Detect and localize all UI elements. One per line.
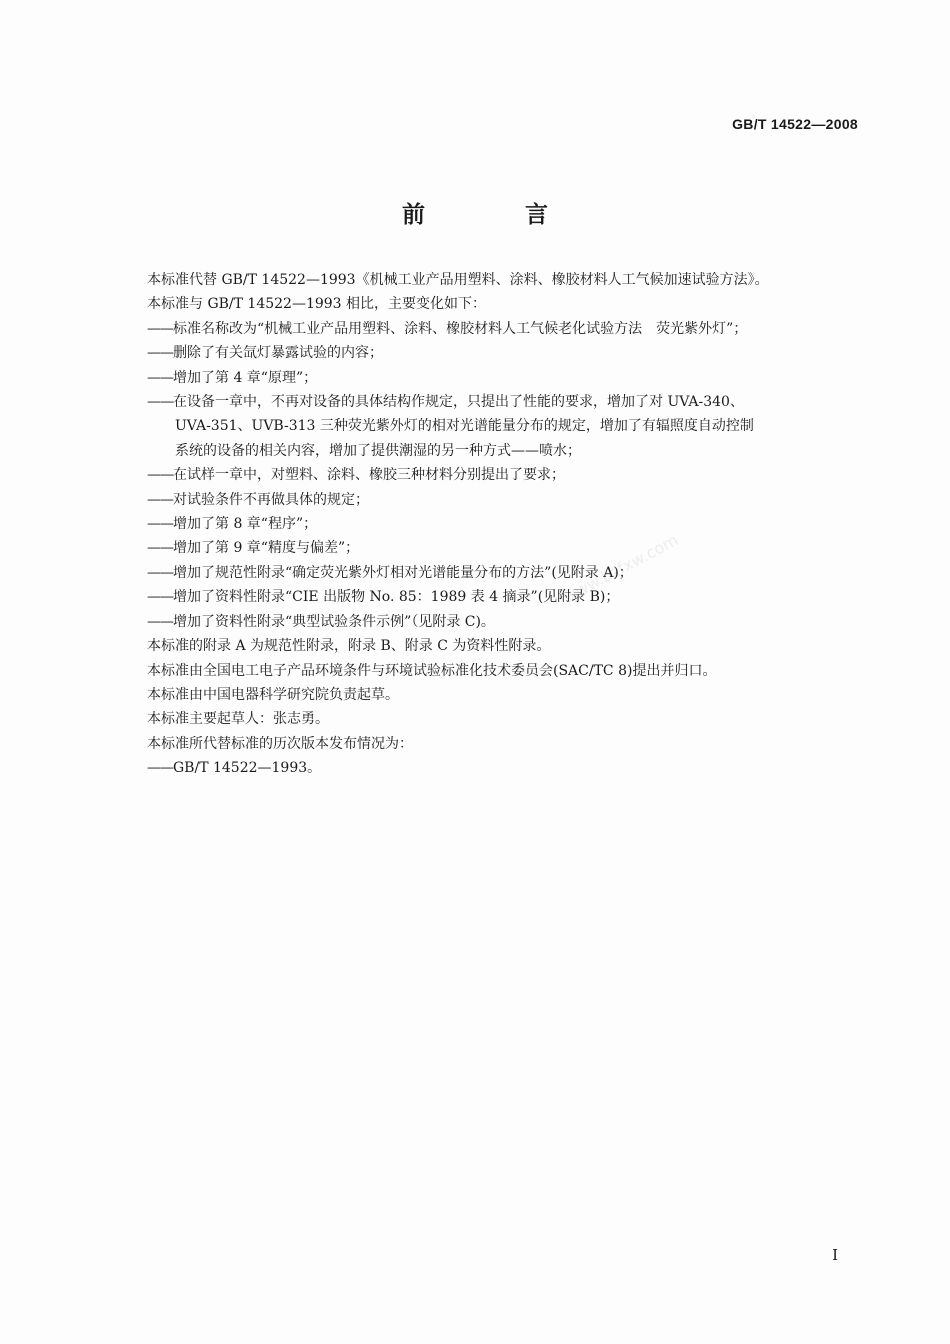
dash-marker: —— [147, 760, 173, 777]
list-item [147, 610, 859, 634]
paragraph-text: 本标准所代替标准的历次版本发布情况为： [147, 735, 413, 752]
dash-marker: —— [147, 516, 173, 533]
paragraph-text: 在设备一章中，不再对设备的具体结构作规定，只提出了性能的要求，增加了对 UVA-340、 [173, 394, 744, 411]
paragraph-text: 本标准与 GB/T 14522—1993 相比，主要变化如下： [147, 296, 487, 313]
paragraph-text: 本标准代替 GB/T 14522—1993《机械工业产品用塑料、涂料、橡胶材料人工气候加速试验方法》。 [147, 272, 769, 288]
dash-marker: —— [147, 467, 173, 484]
dash-marker: —— [147, 613, 173, 630]
paragraph-text: 增加了规范性附录“确定荧光紫外灯相对光谱能量分布的方法”(见附录 A)； [173, 564, 633, 581]
dash-marker: —— [147, 369, 173, 386]
dash-marker: —— [147, 491, 173, 508]
paragraph [147, 268, 859, 292]
list-item [147, 756, 859, 780]
list-item [147, 561, 859, 585]
paragraph-text: 增加了第 8 章“程序”； [173, 516, 318, 533]
paragraph-text: 增加了资料性附录“CIE 出版物 No. 85：1989 表 4 摘录”(见附录 B)； [173, 589, 620, 606]
paragraph-text: 对试验条件不再做具体的规定； [173, 491, 369, 508]
list-item-continuation [147, 439, 859, 463]
paragraph [147, 292, 859, 316]
paragraph [147, 683, 859, 707]
list-item [147, 317, 859, 341]
page-number: I [832, 1246, 838, 1264]
paragraph [147, 659, 859, 683]
paragraph-text: 删除了有关氙灯暴露试验的内容； [173, 345, 383, 362]
watermark: www.bzfxw.com [560, 530, 682, 607]
list-item [147, 512, 859, 536]
paragraph-text: 本标准由全国电工电子产品环境条件与环境试验标准化技术委员会(SAC/TC 8)提出并归口。 [147, 662, 717, 679]
page-title: 前 言 [401, 202, 594, 228]
foreword-body [147, 268, 859, 781]
list-item [147, 463, 859, 487]
paragraph-text: 在试样一章中，对塑料、涂料、橡胶三种材料分别提出了要求； [173, 467, 565, 484]
list-item [147, 488, 859, 512]
paragraph [147, 732, 859, 756]
dash-marker: —— [147, 394, 173, 411]
paragraph-text: GB/T 14522—1993。 [173, 760, 322, 777]
paragraph-text: 本标准由中国电器科学研究院负责起草。 [147, 686, 399, 703]
dash-marker: —— [147, 564, 173, 581]
standard-code: GB/T 14522—2008 [732, 116, 858, 132]
paragraph [147, 634, 859, 658]
paragraph-text: 增加了资料性附录“典型试验条件示例”（见附录 C)。 [173, 613, 495, 630]
dash-marker: —— [147, 320, 173, 337]
paragraph-text: 系统的设备的相关内容，增加了提供潮湿的另一种方式——喷水； [175, 442, 581, 459]
list-item [147, 585, 859, 609]
dash-marker: —— [147, 589, 173, 606]
dash-marker: —— [147, 540, 173, 557]
list-item-continuation [147, 414, 859, 438]
list-item [147, 390, 859, 414]
paragraph [147, 707, 859, 731]
paragraph-text: 增加了第 4 章“原理”； [173, 369, 318, 386]
list-item [147, 366, 859, 390]
paragraph-text: UVA-351、UVB-313 三种荧光紫外灯的相对光谱能量分布的规定，增加了有辐照度自动控制 [175, 418, 754, 435]
paragraph-text: 本标准主要起草人：张志勇。 [147, 711, 329, 728]
paragraph-text: 标准名称改为“机械工业产品用塑料、涂料、橡胶材料人工气候老化试验方法 荧光紫外灯”； [173, 320, 748, 337]
paragraph-text: 增加了第 9 章“精度与偏差”； [173, 540, 360, 557]
list-item [147, 536, 859, 560]
list-item [147, 341, 859, 365]
dash-marker: —— [147, 345, 173, 362]
paragraph-text: 本标准的附录 A 为规范性附录，附录 B、附录 C 为资料性附录。 [147, 638, 551, 655]
